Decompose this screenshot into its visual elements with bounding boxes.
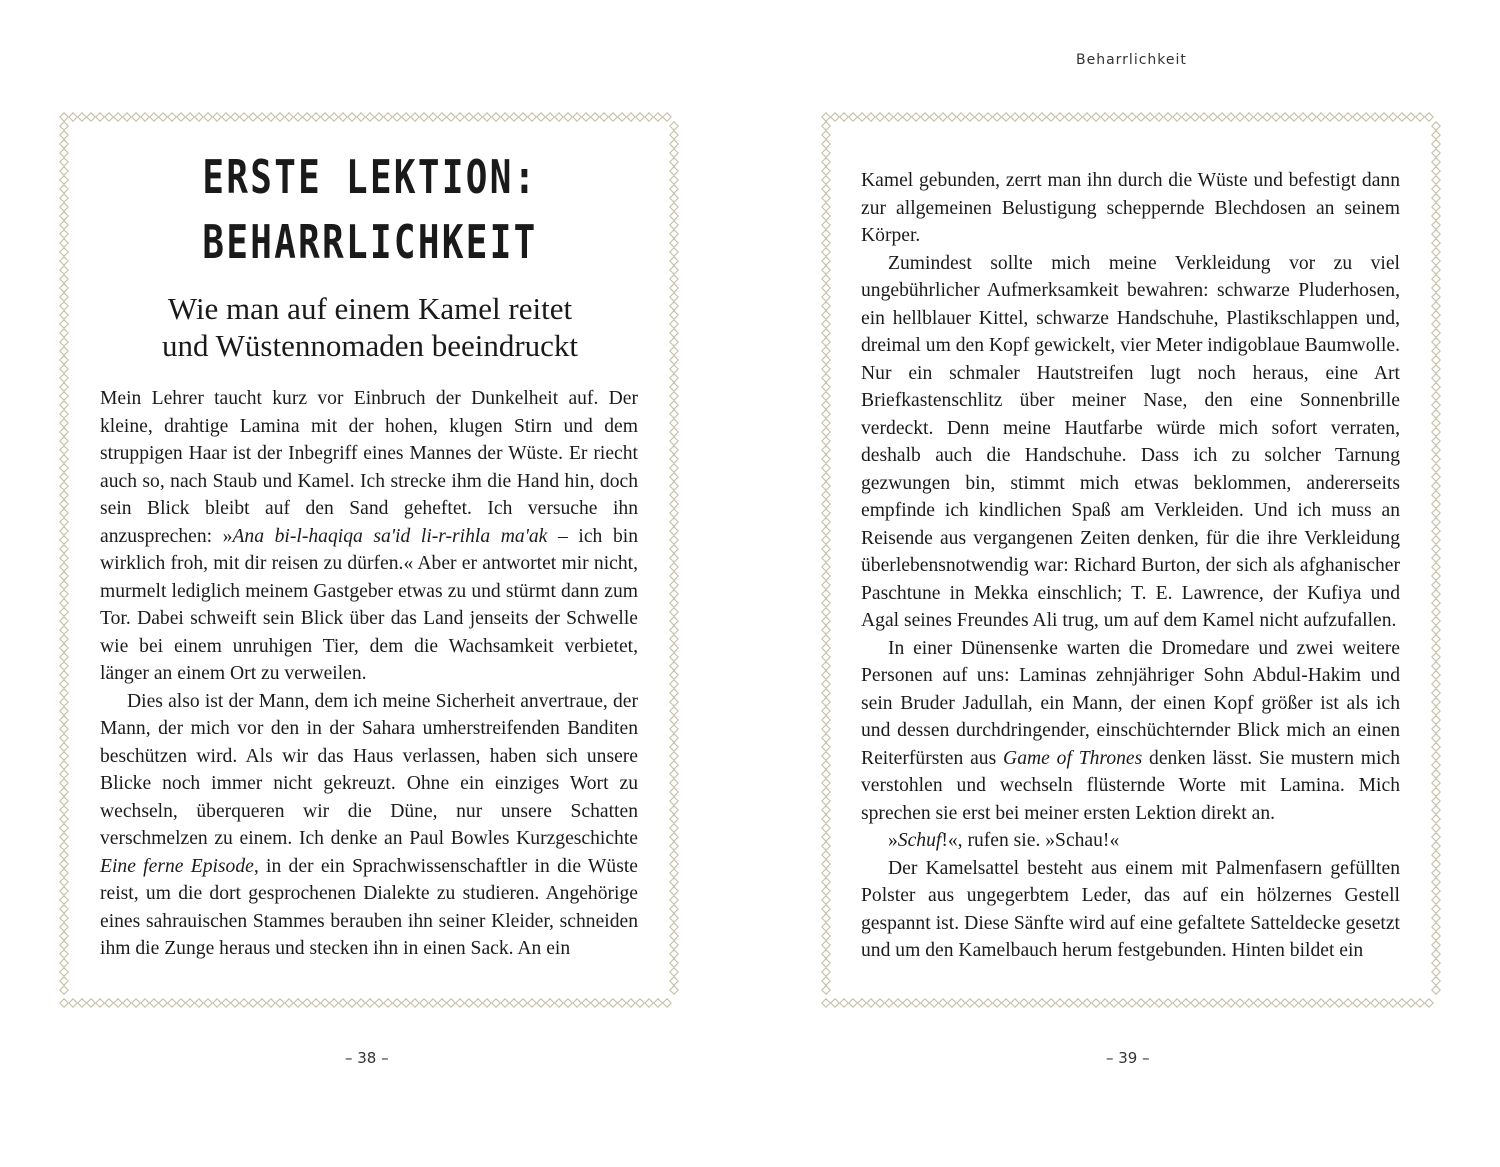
italic-phrase: Ana bi-l-haqiqa sa'id li-r-rihla ma'ak bbox=[232, 525, 548, 547]
chapter-subtitle-line-2: und Wüstennomaden beeindruckt bbox=[161, 328, 579, 363]
page-number-left: – 38 – bbox=[345, 1049, 389, 1067]
running-head: Beharrlichkeit bbox=[1076, 52, 1187, 68]
left-page-body bbox=[100, 385, 638, 963]
body-paragraph: »Schuf!«, rufen sie. »Schau!« bbox=[888, 830, 1120, 851]
right-page-body bbox=[861, 167, 1400, 965]
page-number-right: – 39 – bbox=[1106, 1049, 1150, 1067]
italic-title: Eine ferne Episode bbox=[100, 855, 254, 877]
chapter-title-line-2: BEHARRLICHKEIT bbox=[202, 215, 538, 269]
body-paragraph: Kamel gebunden, zerrt man ihn durch die Wüste und befestigt dann zur allgemeinen Belustigung scheppernde Blechdosen an seinem Körper. bbox=[861, 170, 1400, 246]
body-paragraph: Mein Lehrer taucht kurz vor Einbruch der Dunkelheit auf. Der kleine, drahtige Lamina mit der hohen, klugen Stirn und dem struppigen Haar ist der Inbegriff eines Mannes der Wüste. Er riecht auch so, nach Staub und Kamel. Ich strecke ihm die Hand hin, doch sein Blick bleibt auf den Sand geheftet. Ich versuche ihn anzusprechen: »Ana bi-l-haqiqa sa'id li-r-rihla ma'ak – ich bin wirklich froh, mit dir reisen zu dürfen.« Aber er antwortet mir nicht, murmelt lediglich meinem Gastgeber etwas zu und stürmt dann zum Tor. Dabei schweift sein Blick über das Land jenseits der Schwelle wie bei einem unruhigen Tier, dem die Wachsamkeit verbietet, länger an einem Ort zu verweilen. bbox=[100, 388, 638, 684]
body-paragraph: Zumindest sollte mich meine Verkleidung vor zu viel ungebührlicher Aufmerksamkeit bewahren: schwarze Pluderhosen, ein hellblauer Kittel, schwarze Handschuhe, Plastikschlappen und, dreimal um den Kopf gewickelt, vier Meter indigoblaue Baumwolle. Nur ein schmaler Hautstreifen lugt noch heraus, eine Art Briefkastenschlitz über meiner Nase, den eine Sonnenbrille verdeckt. Denn meine Hautfarbe würde mich sofort verraten, deshalb auch die Handschuhe. Dass ich zu solcher Tarnung gezwungen bin, stimmt mich etwas beklommen, andererseits empfinde ich kindlichen Spaß am Verkleiden. Und ich muss an Reisende aus vergangenen Zeiten denken, für die ihre Verkleidung überlebensnotwendig war: Richard Burton, der sich als afghanischer Paschtune in Mekka einschlich; T. E. Lawrence, der Kufiya und Agal seines Freundes Ali trug, um auf dem Kamel nicht aufzufallen. bbox=[861, 252, 1400, 631]
body-paragraph: Dies also ist der Mann, dem ich meine Sicherheit anvertraue, der Mann, der mich vor den in der Sahara umherstreifenden Banditen beschützen wird. Als wir das Haus verlassen, haben sich unsere Blicke noch immer nicht gekreuzt. Ohne ein einziges Wort zu wechseln, überqueren wir die Düne, nur unsere Schatten verschmelzen zu einem. Ich denke an Paul Bowles Kurzgeschichte Eine ferne Episode, in der ein Sprachwissenschaftler in die Wüste reist, um die dort gesprochenen Dialekte zu studieren. Angehörige eines sahrauischen Stammes berauben ihn seiner Kleider, schneiden ihm die Zunge heraus und stecken ihn in einen Sack. An ein bbox=[100, 690, 638, 959]
body-paragraph: In einer Dünensenke warten die Dromedare und zwei weitere Personen auf uns: Laminas zehnjähriger Sohn Abdul-Hakim und sein Bruder Jadullah, ein Mann, der einen Kopf größer ist als ich und dessen durchdringender, einschüchternder Blick mich an einen Reiterfürsten aus Game of Thrones denken lässt. Sie mustern mich verstohlen und wechseln flüsternde Worte mit Lamina. Mich sprechen sie erst bei meiner ersten Lektion direkt an. bbox=[861, 637, 1400, 824]
body-paragraph: Der Kamelsattel besteht aus einem mit Palmenfasern gefüllten Polster aus ungegerbtem Leder, das auf ein hölzernes Gestell gespannt ist. Diese Sänfte wird auf eine gefaltete Satteldecke gesetzt und um den Kamelbauch herum festgebunden. Hinten bildet ein bbox=[861, 857, 1400, 961]
chapter-subtitle-line-1: Wie man auf einem Kamel reitet bbox=[167, 291, 573, 326]
italic-title: Game of Thrones bbox=[1003, 747, 1143, 769]
italic-word: Schuf bbox=[897, 830, 942, 851]
chapter-title-line-1: ERSTE LEKTION: bbox=[202, 150, 538, 204]
